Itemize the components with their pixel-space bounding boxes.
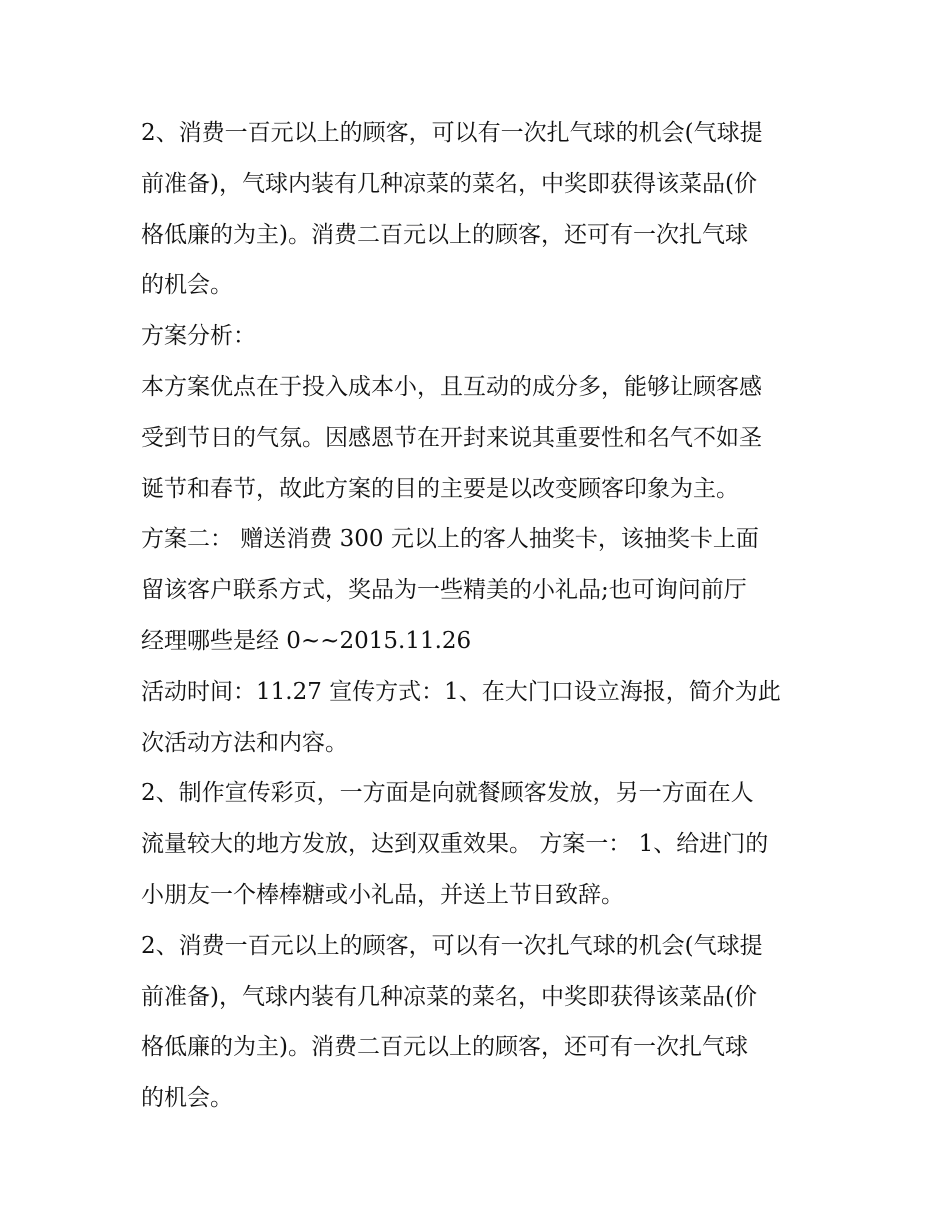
text-line: 2、消费一百元以上的顾客，可以有一次扎气球的机会(气球提 <box>141 120 763 146</box>
document-body <box>141 108 831 1124</box>
text-line: 的机会。 <box>141 272 233 299</box>
text-line: 前准备)，气球内装有几种凉菜的菜名，中奖即获得该菜品(价 <box>141 983 757 1010</box>
text-line: 经理哪些是经 0~~2015.11.26 <box>141 627 472 654</box>
text-line: 格低廉的为主)。消费二百元以上的顾客，还可有一次扎气球 <box>141 1034 748 1061</box>
text-line: 的机会。 <box>141 1085 233 1112</box>
text-line: 流量较大的地方发放，达到双重效果。 方案一： 1、给进门的 <box>141 831 769 858</box>
text-line: 前准备)，气球内装有几种凉菜的菜名，中奖即获得该菜品(价 <box>141 170 757 197</box>
text-line: 格低廉的为主)。消费二百元以上的顾客，还可有一次扎气球 <box>141 221 748 248</box>
text-line: 诞节和春节，故此方案的目的主要是以改变顾客印象为主。 <box>141 475 739 502</box>
text-line: 方案二： 赠送消费 300 元以上的客人抽奖卡，该抽奖卡上面 <box>141 526 759 553</box>
text-line: 活动时间：11.27 宣传方式：1、在大门口设立海报，简介为此 <box>141 678 781 705</box>
text-line: 次活动方法和内容。 <box>141 729 348 756</box>
text-line: 2、制作宣传彩页，一方面是向就餐顾客发放，另一方面在人 <box>141 780 754 807</box>
text-line: 留该客户联系方式，奖品为一些精美的小礼品;也可询问前厅 <box>141 577 747 604</box>
text-line: 小朋友一个棒棒糖或小礼品，并送上节日致辞。 <box>141 881 624 908</box>
text-line: 本方案优点在于投入成本小，且互动的成分多，能够让顾客感 <box>141 373 762 400</box>
text-line: 受到节日的气氛。因感恩节在开封来说其重要性和名气不如圣 <box>141 424 762 451</box>
section-heading: 方案分析： <box>141 323 256 350</box>
text-line: 2、消费一百元以上的顾客，可以有一次扎气球的机会(气球提 <box>141 932 763 959</box>
